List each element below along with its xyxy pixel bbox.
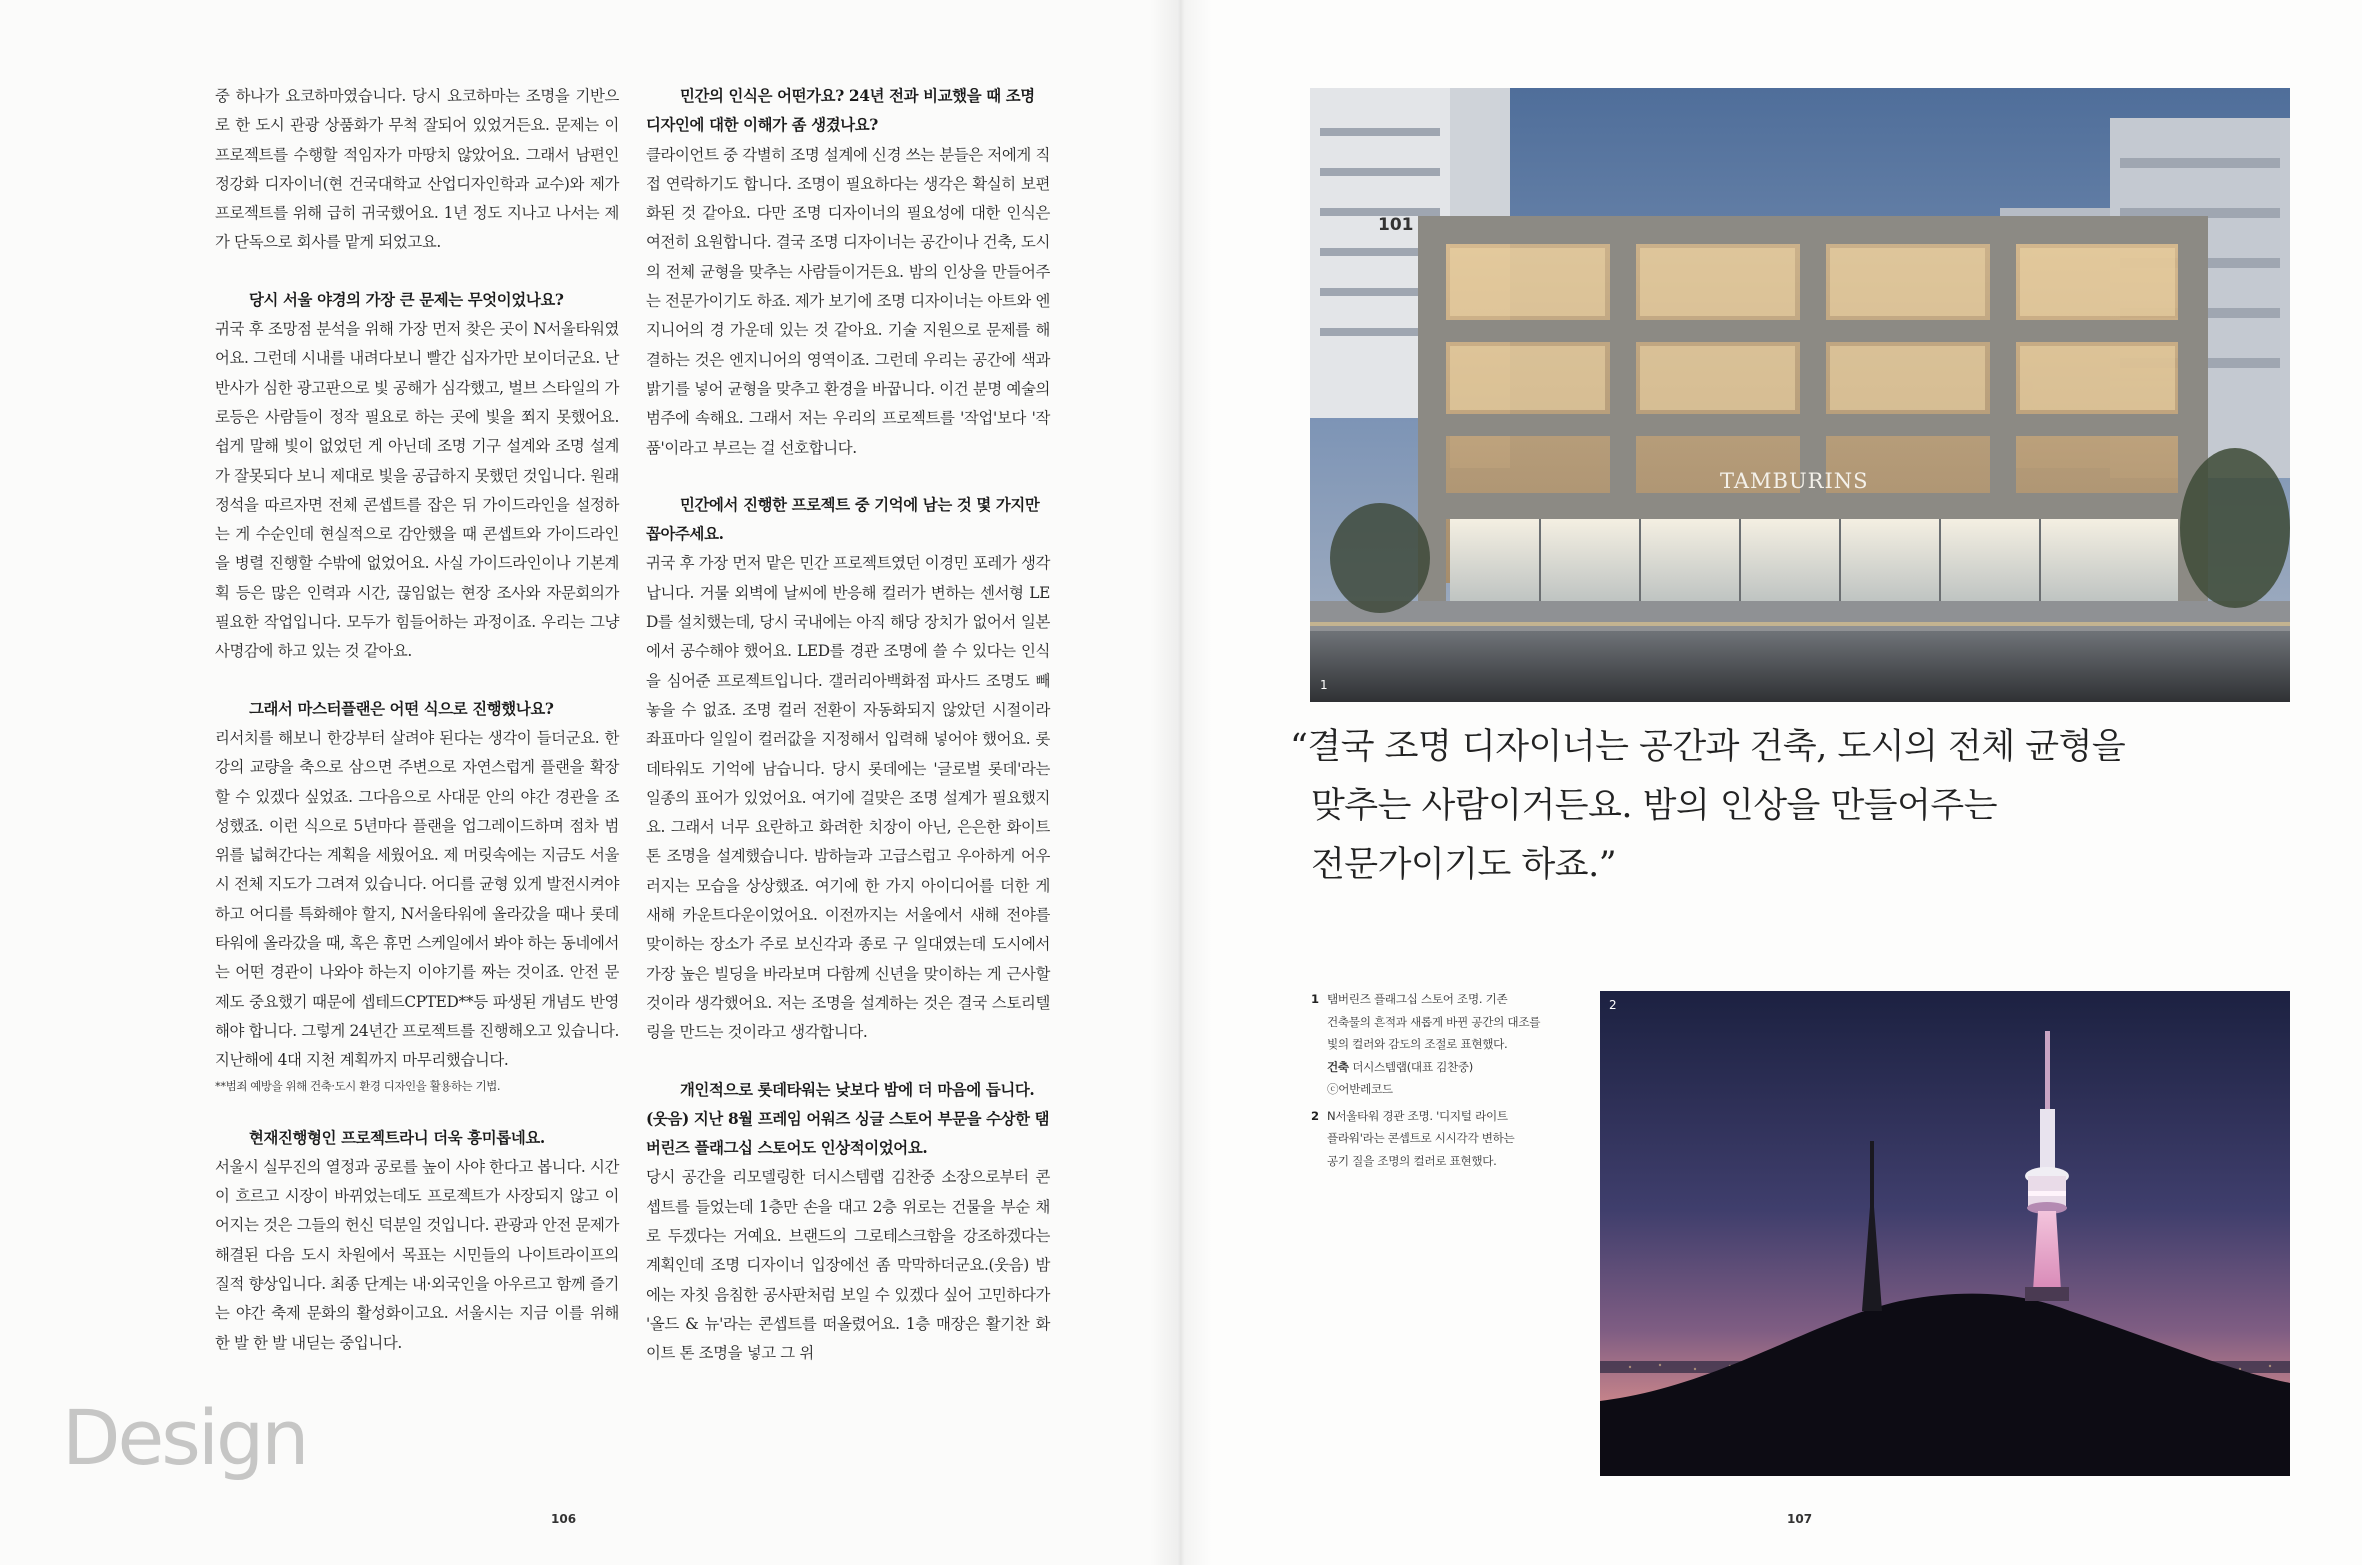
pull-quote <box>1290 718 2190 895</box>
answer-paragraph: 클라이언트 중 각별히 조명 설계에 신경 쓰는 분들은 저에게 직접 연락하기도 합니다. 조명이 필요하다는 생각은 확실히 보편화된 것 같아요. 다만 조명 디자이너의 필요성에 대한 인식은 여전히 요원합니다. 결국 조명 디자이너는 공간이나 건축, 도시의 전체 균형을 맞추는 사람들이거든요. 밤의 인상을 만들어주는 전문가이기도 하죠. 제가 보기에 조명 디자이너는 아트와 엔지니어의 경 가운데 있는 것 같아요. 기술 지원으로 문제를 해결하는 것은 엔지니어의 영역이죠. 그런데 우리는 공간에 색과 밝기를 넣어 균형을 맞추고 환경을 바꿉니다. 이건 분명 예술의 범주에 속해요. 그래서 저는 우리의 프로젝트를 '작업'보다 '작품'이라고 부르는 걸 선호합니다. <box>646 145 1050 457</box>
text-column-1 <box>215 82 619 1358</box>
interview-question: 그래서 마스터플랜은 어떤 식으로 진행했나요? <box>249 699 554 718</box>
credit-label: 건축 <box>1327 1059 1349 1074</box>
page-gutter-shadow <box>1150 0 1212 1565</box>
interview-question: 민간의 인식은 어떤가요? 24년 전과 비교했을 때 조명 디자인에 대한 이해가 좀 생겼나요? <box>646 87 1035 135</box>
interview-question: 당시 서울 야경의 가장 큰 문제는 무엇이었나요? <box>249 290 564 309</box>
tamburins-store-image <box>1310 88 2290 702</box>
caption-number: 2 <box>1311 1108 1319 1123</box>
page-number-right: 107 <box>1787 1512 1813 1526</box>
caption-1 <box>1311 988 1581 1101</box>
answer-paragraph: 귀국 후 조망점 분석을 위해 가장 먼저 찾은 곳이 N서울타워였어요. 그런데 시내를 내려다보니 빨간 십자가만 보이더군요. 난반사가 심한 광고판으로 빛 공해가 심각했고, 벌브 스타일의 가로등은 사람들이 정작 필요로 하는 곳에 빛을 쬐지 못했어요. 쉽게 말해 빛이 없었던 게 아닌데 조명 기구 설계와 조명 설계가 잘못되다 보니 제대로 빛을 공급하지 못했던 것입니다. 원래 정석을 따르자면 전체 콘셉트를 잡은 뒤 가이드라인을 설정하는 게 수순인데 현실적으로 감안했을 때 콘셉트와 가이드라인을 병렬 진행할 수밖에 없었어요. 사실 가이드라인이나 기본계획 등은 많은 인력과 시간, 끊임없는 현장 조사와 자문회의가 필요한 작업입니다. 모두가 힘들어하는 과정이죠. 우리는 그냥 사명감에 하고 있는 것 같아요. <box>215 320 619 661</box>
pull-quote-line-1: “결국 조명 디자이너는 공간과 건축, 도시의 전체 균형을 <box>1290 727 2126 767</box>
footnote: **범죄 예방을 위해 건축·도시 환경 디자인을 활용하는 기법. <box>215 1078 501 1093</box>
photo-credit: ⓒ어반레코드 <box>1327 1082 1393 1096</box>
caption-credit <box>1327 1056 1581 1079</box>
interview-question: 현재진행형인 프로젝트라니 더욱 흥미롭네요. <box>249 1128 545 1147</box>
photo-number-1: 1 <box>1320 678 1328 692</box>
interview-question: 개인적으로 롯데타워는 낮보다 밤에 더 마음에 듭니다.(웃음) 지난 8월 프레임 어워즈 싱글 스토어 부문을 수상한 탬버린즈 플래그십 스토어도 인상적이었어요. <box>646 1080 1050 1158</box>
caption-number: 1 <box>1311 992 1319 1006</box>
credit-value: 더시스템랩(대표 김찬중) <box>1348 1059 1474 1074</box>
caption-line: 공기 질을 조명의 컬러로 표현했다. <box>1327 1153 1497 1168</box>
photo-captions <box>1311 988 1581 1172</box>
interview-question: 민간에서 진행한 프로젝트 중 기억에 남는 것 몇 가지만 꼽아주세요. <box>646 495 1040 544</box>
caption-2 <box>1311 1105 1581 1173</box>
n-seoul-tower-photo <box>1600 991 2290 1476</box>
tamburins-store-photo <box>1310 88 2290 702</box>
page-number-left: 106 <box>551 1512 577 1526</box>
caption-line: 빛의 컬러와 감도의 조절로 표현했다. <box>1327 1037 1508 1051</box>
building-number: 101 <box>1378 215 1414 235</box>
answer-paragraph: 리서치를 해보니 한강부터 살려야 된다는 생각이 들더군요. 한강의 교량을 축으로 삼으면 주변으로 자연스럽게 플랜을 확장할 수 있겠다 싶었죠. 그다음으로 사대문 안의 야간 경관을 조성했죠. 이런 식으로 5년마다 플랜을 업그레이드하며 점차 범위를 넓혀간다는 계획을 세웠어요. 제 머릿속에는 지금도 서울시 전체 지도가 그려져 있습니다. 어디를 균형 있게 발전시켜야 하고 어디를 특화해야 할지, N서울타워에 올라갔을 때나 롯데타워에 올라갔을 때, 혹은 휴먼 스케일에서 봐야 하는 동네에서는 어떤 경관이 나와야 하는지 이야기를 짜는 것이죠. 안전 문제도 중요했기 때문에 셉테드CPTED**등 파생된 개념도 반영해야 합니다. 그렇게 24년간 프로젝트를 진행해오고 있습니다. 지난해에 4대 지천 계획까지 마무리했습니다. <box>215 728 619 1070</box>
caption-line: N서울타워 경관 조명. '디지털 라이트 <box>1327 1108 1508 1123</box>
design-watermark: Design <box>62 1393 307 1482</box>
n-seoul-tower-image <box>1600 991 2290 1476</box>
tamburins-sign: TAMBURINS <box>1720 469 1869 493</box>
caption-line: 건축물의 흔적과 새롭게 바뀐 공간의 대조를 <box>1327 1014 1541 1029</box>
pull-quote-line-2: 맞추는 사람이거든요. 밤의 인상을 만들어주는 <box>1311 786 1998 826</box>
answer-paragraph: 귀국 후 가장 먼저 맡은 민간 프로젝트였던 이경민 포레가 생각납니다. 거물 외벽에 날씨에 반응해 컬러가 변하는 센서형 LED를 설치했는데, 당시 국내에는 아직 해당 장치가 없어서 일본에서 공수해야 했어요. LED를 경관 조명에 쓸 수 있다는 인식을 심어준 프로젝트입니다. 갤러리아백화점 파사드 조명도 빼놓을 수 없죠. 조명 컬러 전환이 자동화되지 않았던 시절이라 좌표마다 일일이 컬러값을 지정해서 입력해 넣어야 했어요. 롯데타워도 기억에 남습니다. 당시 롯데에는 '글로벌 롯데'라는 일종의 표어가 있었어요. 여기에 걸맞은 조명 설계가 필요했지요. 그래서 너무 요란하고 화려한 치장이 아닌, 은은한 화이트 톤 조명을 설계했습니다. 밤하늘과 고급스럽고 우아하게 어우러지는 모습을 상상했죠. 여기에 한 가지 아이디어를 더한 게 새해 카운트다운이었어요. 이전까지는 서울에서 새해 전야를 맞이하는 장소가 주로 보신각과 종로 구 일대였는데 도시에서 가장 높은 빌딩을 바라보며 다함께 신년을 맞이하는 게 근사할 것이라 생각했어요. 저는 조명을 설계하는 것은 결국 스토리텔링을 만드는 것이라고 생각합니다. <box>646 554 1050 1042</box>
pull-quote-line-3: 전문가이기도 하죠.” <box>1311 845 1617 885</box>
text-column-2 <box>646 82 1050 1368</box>
caption-line: 탬버린즈 플래그십 스토어 조명. 기존 <box>1327 992 1508 1006</box>
caption-line: 플라워'라는 콘셉트로 시시각각 변하는 <box>1327 1131 1515 1145</box>
photo-number-2: 2 <box>1609 998 1617 1012</box>
answer-paragraph: 서울시 실무진의 열정과 공로를 높이 사야 한다고 봅니다. 시간이 흐르고 시장이 바뀌었는데도 프로젝트가 사장되지 않고 이어지는 것은 그들의 헌신 덕분일 것입니다. 관광과 안전 문제가 해결된 다음 도시 차원에서 목표는 시민들의 나이트라이프의 질적 향상입니다. 최종 단계는 내·외국인을 아우르고 함께 즐기는 야간 축제 문화의 활성화이고요. 서울시는 지금 이를 위해 한 발 한 발 내딛는 중입니다. <box>215 1157 619 1352</box>
answer-paragraph: 당시 공간을 리모델링한 더시스템랩 김찬중 소장으로부터 콘셉트를 들었는데 1층만 손을 대고 2층 위로는 건물을 부순 채로 두겠다는 거예요. 브랜드의 그로테스크함을 강조하겠다는 계획인데 조명 디자이너 입장에선 좀 막막하더군요.(웃음) 밤에는 자칫 음침한 공사판처럼 보일 수 있겠다 싶어 고민하다가 '올드 & 뉴'라는 콘셉트를 떠올렸어요. 1층 매장은 활기찬 화이트 톤 조명을 넣고 그 위 <box>646 1168 1050 1363</box>
answer-paragraph: 중 하나가 요코하마였습니다. 당시 요코하마는 조명을 기반으로 한 도시 관광 상품화가 무척 잘되어 있었거든요. 문제는 이 프로젝트를 수행할 적임자가 마땅치 않았어요. 그래서 남편인 정강화 디자이너(현 건국대학교 산업디자인학과 교수)와 제가 프로젝트를 위해 급히 귀국했어요. 1년 정도 지나고 나서는 제가 단독으로 회사를 맡게 되었고요. <box>215 87 619 252</box>
